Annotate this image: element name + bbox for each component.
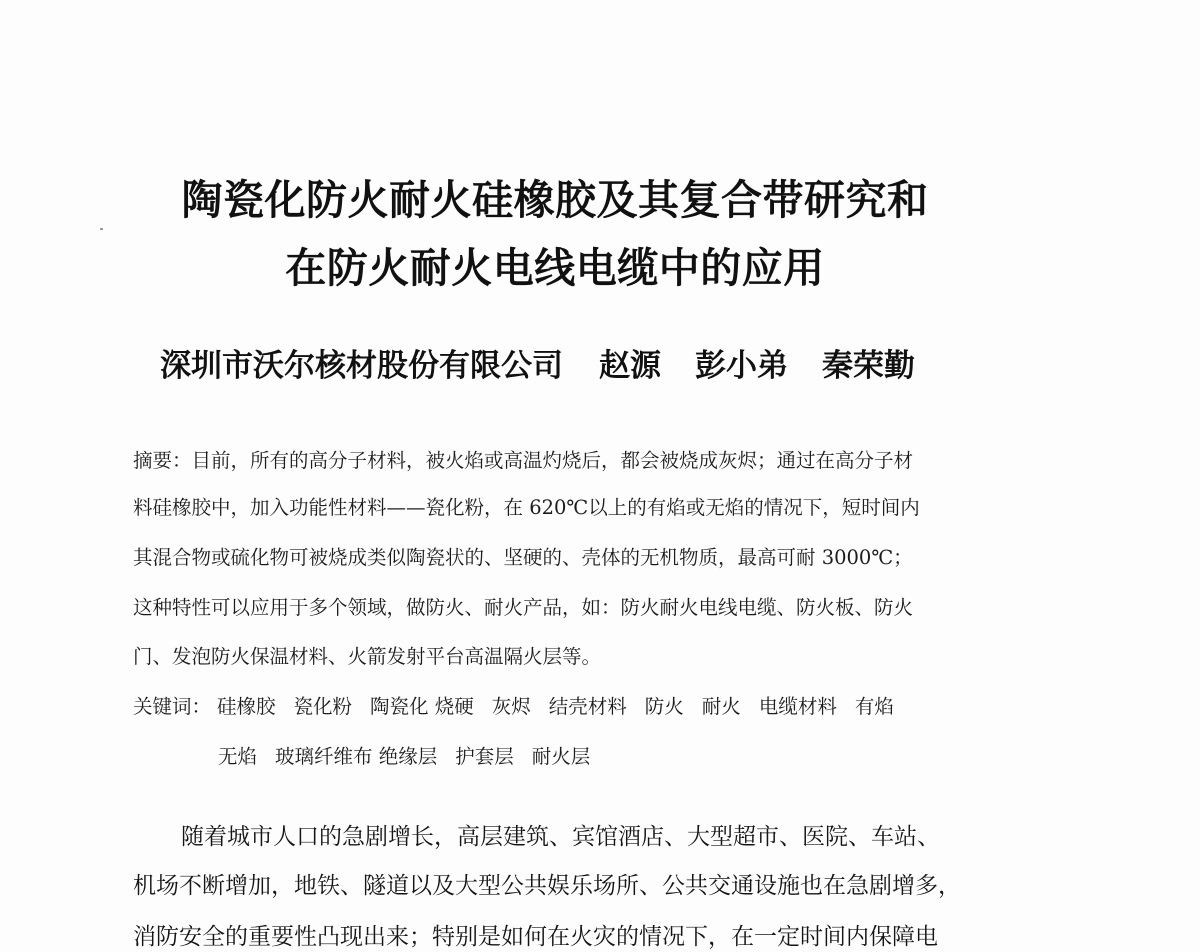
keyword: 护套层 xyxy=(455,745,514,768)
author-line xyxy=(160,346,960,386)
keyword: 耐火 xyxy=(701,695,741,718)
keyword: 防火 xyxy=(644,695,684,718)
abstract-line: 这种特性可以应用于多个领域，做防火、耐火产品，如：防火耐火电线电缆、防火板、防火 xyxy=(133,596,914,619)
scan-artifact xyxy=(100,228,103,230)
keyword: 耐火层 xyxy=(531,745,591,768)
keyword: 无焰 xyxy=(218,745,258,768)
author-name: 彭小弟 xyxy=(695,348,788,384)
paper-title-line-2: 在防火耐火电线电缆中的应用 xyxy=(285,244,825,292)
keyword: 灰烬 xyxy=(491,695,531,718)
organization: 深圳市沃尔核材股份有限公司 xyxy=(160,348,563,384)
keywords-label: 关键词： xyxy=(133,695,212,718)
keyword: 陶瓷化 烧硬 xyxy=(370,695,474,718)
keyword: 结壳材料 xyxy=(548,695,627,718)
body-paragraph-line: 消防安全的重要性凸现出来；特别是如何在火灾的情况下，在一定时间内保障电 xyxy=(133,924,938,950)
keyword: 有焰 xyxy=(854,695,894,718)
body-paragraph-line: 机场不断增加，地铁、隧道以及大型公共娱乐场所、公共交通设施也在急剧增多， xyxy=(133,873,961,899)
abstract-line: 摘要：目前，所有的高分子材料，被火焰或高温灼烧后，都会被烧成灰烬；通过在高分子材 xyxy=(133,449,914,472)
keywords-line xyxy=(133,695,993,719)
keyword: 瓷化粉 xyxy=(293,695,353,718)
abstract-line: 门、发泡防火保温材料、火箭发射平台高温隔火层等。 xyxy=(133,645,602,668)
author-name: 秦荣勤 xyxy=(822,348,915,384)
paper-title-line-1: 陶瓷化防火耐火硅橡胶及其复合带研究和 xyxy=(181,176,929,224)
author-name: 赵源 xyxy=(599,348,661,384)
abstract-line: 其混合物或硫化物可被烧成类似陶瓷状的、坚硬的、壳体的无机物质，最高可耐 3000℃； xyxy=(133,546,913,569)
keywords-line-2 xyxy=(218,745,978,769)
keyword: 电缆材料 xyxy=(758,695,837,718)
body-paragraph-line: 随着城市人口的急剧增长，高层建筑、宾馆酒店、大型超市、医院、车站、 xyxy=(181,824,940,850)
keyword: 硅橡胶 xyxy=(217,695,276,718)
keyword: 玻璃纤维布 绝缘层 xyxy=(275,745,438,768)
abstract-line: 料硅橡胶中，加入功能性材料——瓷化粉，在 620℃以上的有焰或无焰的情况下，短时间内 xyxy=(133,496,920,519)
